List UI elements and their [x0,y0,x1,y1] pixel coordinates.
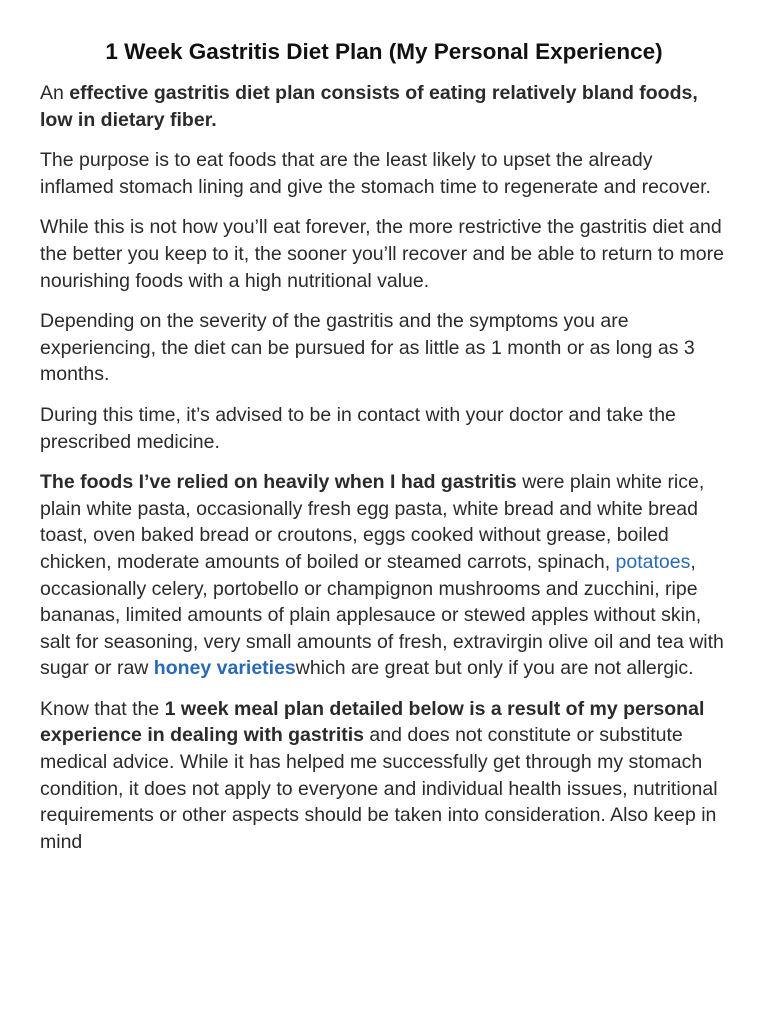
potatoes-link[interactable]: potatoes [615,550,691,573]
foods-text-2: , occasionally celery, portobello or champignon mushrooms and zucchini, ripe bananas, limited amounts of plain applesauce or stewed apples without skin, salt for seasoning, very small amounts of fresh, extravirgin olive oil and tea with sugar or raw [40,550,724,680]
disclaimer-text: and does not constitute or substitute medical advice. While it has helped me successfully get through my stomach condition, it does not apply to everyone and individual health issues, nutritional requirements or other aspects should be taken into consideration. Also keep in mind [40,724,718,853]
disclaimer-bold: 1 week meal plan detailed below is a result of my personal experience in dealing with gastritis [40,697,705,747]
foods-text-3: which are great but only if you are not allergic. [295,657,694,680]
foods-text-1: were plain white rice, plain white pasta, occasionally fresh egg pasta, white bread and white bread toast, oven baked bread or croutons, eggs cooked without grease, boiled chicken, moderate amounts of boiled or steamed carrots, spinach, [40,471,705,573]
restriction-paragraph: While this is not how you’ll eat forever, the more restrictive the gastritis diet and the better you keep to it, the sooner you’ll recover and be able to return to more nourishing foods with a high nutritional value. [40,216,724,292]
foods-paragraph [40,469,728,682]
intro-paragraph [40,80,728,133]
honey-varieties-link[interactable]: honey varieties [153,657,296,680]
doctor-paragraph: During this time, it’s advised to be in contact with your doctor and take the prescribed medicine. [40,403,676,453]
disclaimer-paragraph [40,696,728,856]
intro-lead: An [40,82,70,104]
intro-bold: effective gastritis diet plan consists of eating relatively bland foods, low in dietary fiber. [40,82,698,131]
disclaimer-lead: Know that the [40,697,165,720]
purpose-paragraph: The purpose is to eat foods that are the least likely to upset the already inflamed stomach lining and give the stomach time to regenerate and recover. [40,149,711,198]
duration-paragraph: Depending on the severity of the gastritis and the symptoms you are experiencing, the diet can be pursued for as little as 1 month or as long as 3 months. [40,310,695,386]
foods-bold: The foods I’ve relied on heavily when I had gastritis [40,471,517,494]
page-title: 1 Week Gastritis Diet Plan (My Personal Experience) [105,39,663,64]
